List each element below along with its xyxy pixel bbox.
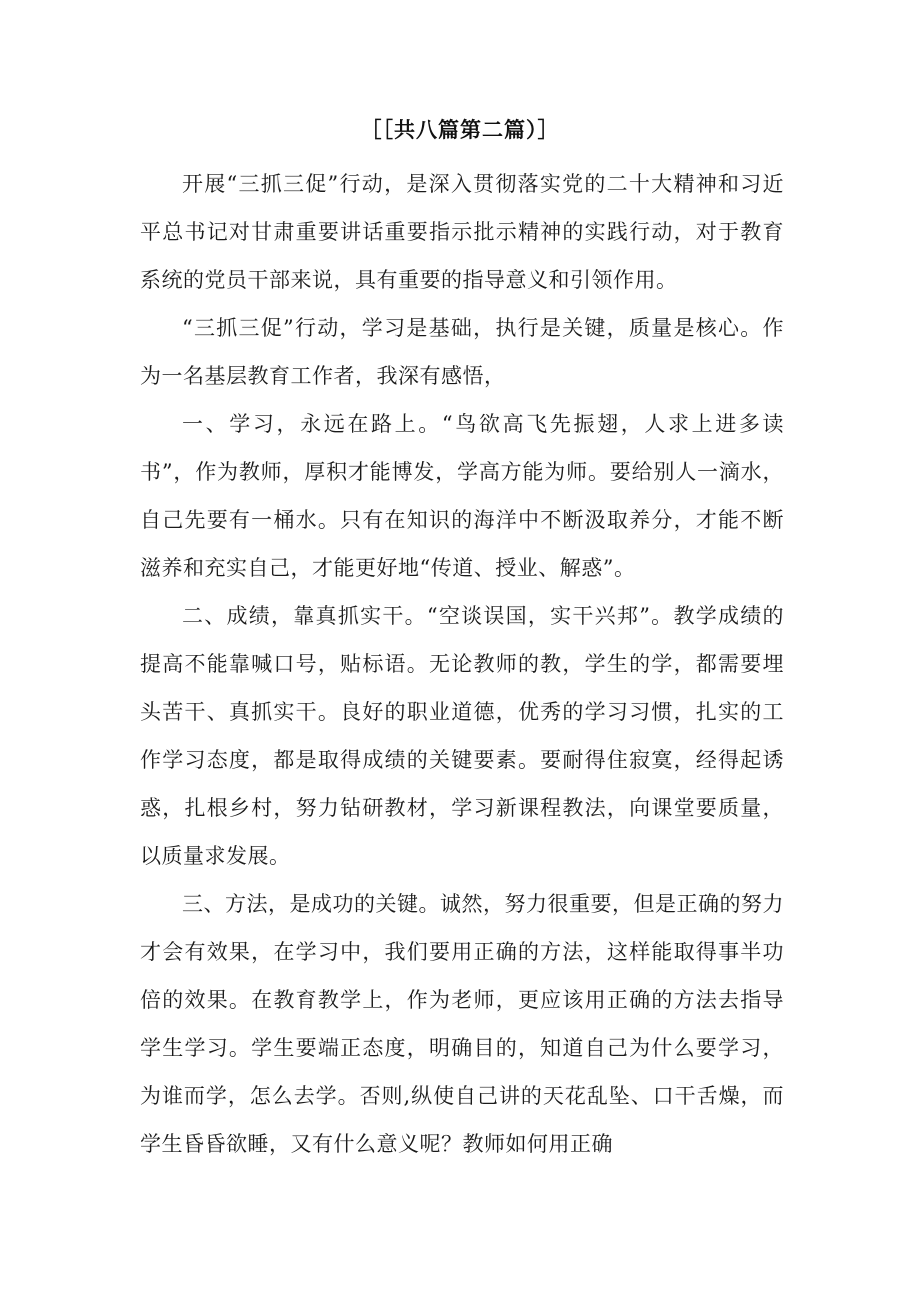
document-title: ［［共八篇第二篇）］ <box>360 118 560 142</box>
paragraph-methods: 三、方法，是成功的关键。诚然，努力很重要，但是正确的努力才会有效果，在学习中，我们要用正确的方法，这样能取得事半功倍的效果。在教育教学上，作为老师，更应该用正确的方法去指导学生学习。学生要端正态度，明确目的，知道自己为什么要学习，为谁而学，怎么去学。否则,纵使自己讲的天花乱坠、口干舌燥，而学生昏昏欲睡，又有什么意义呢？教师如何用正确 <box>140 892 784 1156</box>
paragraph-intro: 开展“三抓三促”行动，是深入贯彻落实党的二十大精神和习近平总书记对甘肃重要讲话重要指示批示精神的实践行动，对于教育系统的党员干部来说，具有重要的指导意义和引领作用。 <box>140 172 784 292</box>
paragraph-learning: 一、学习，永远在路上。“鸟欲高飞先振翅，人求上进多读书”，作为教师，厚积才能博发，学高方能为师。要给别人一滴水，自己先要有一桶水。只有在知识的海洋中不断汲取养分，才能不断滋养和充实自己，才能更好地“传道、授业、解惑”。 <box>140 412 784 580</box>
paragraph-core: “三抓三促”行动，学习是基础，执行是关键，质量是核心。作为一名基层教育工作者，我深有感悟， <box>140 316 784 388</box>
paragraph-results: 二、成绩，靠真抓实干。“空谈误国，实干兴邦”。教学成绩的提高不能靠喊口号，贴标语。无论教师的教，学生的学，都需要埋头苦干、真抓实干。良好的职业道德，优秀的学习习惯，扎实的工作学习态度，都是取得成绩的关键要素。要耐得住寂寞，经得起诱惑，扎根乡村，努力钻研教材，学习新课程教法，向课堂要质量，以质量求发展。 <box>140 604 784 868</box>
document-body <box>140 160 784 1168</box>
